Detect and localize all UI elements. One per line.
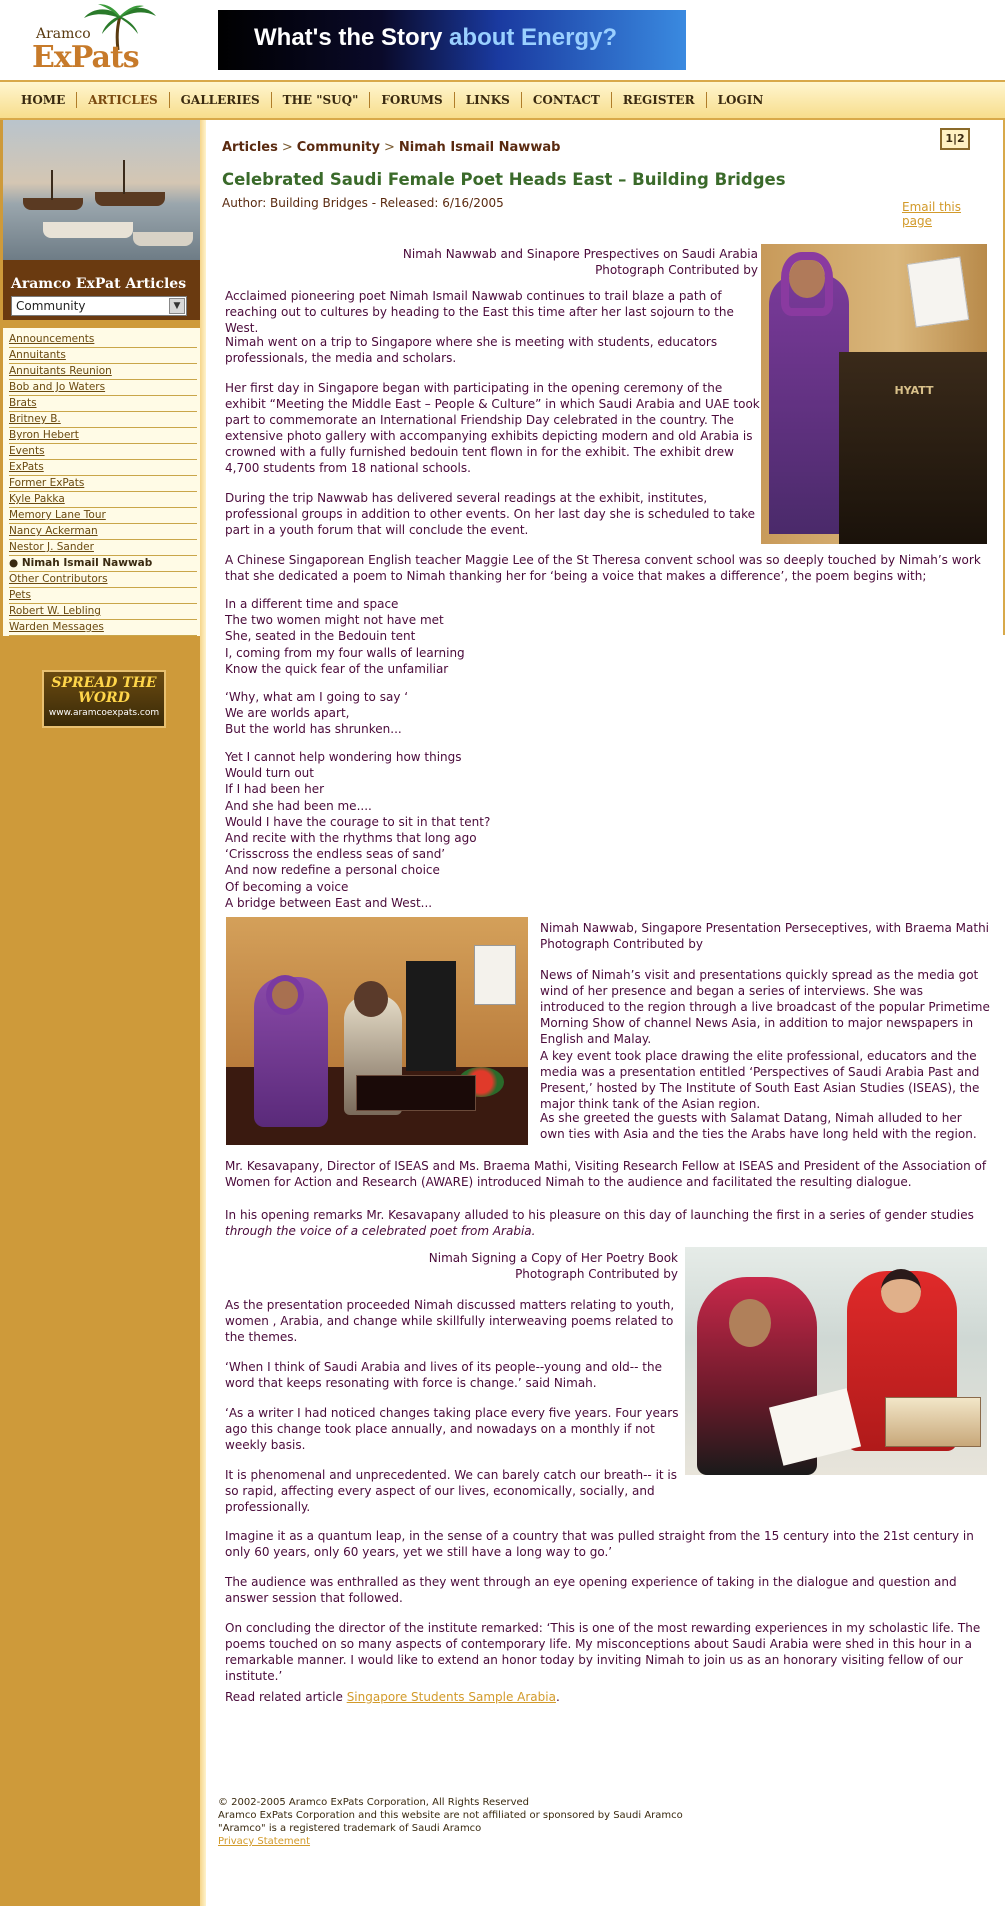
poem-line: A bridge between East and West... [225,895,433,910]
photo-presentation [226,917,528,1145]
sidebar-item-former-expats[interactable]: Former ExPats [9,476,197,492]
photo3-caption-title: Nimah Signing a Copy of Her Poetry Book [428,1251,678,1265]
article-paragraph: Imagine it as a quantum leap, in the sense of a country that was pulled straight from the 15 century into the 21st century in only 60 years, only 60 years, yet we still have a long way to go.’ [225,1529,974,1559]
logo-text-expats: ExPats [32,40,139,75]
poem-line: We are worlds apart, [225,706,350,721]
breadcrumb-sep: > [383,140,395,155]
sidebar-item-nimah-nawwab[interactable]: ● Nimah Ismail Nawwab [9,556,197,572]
site-logo[interactable] [30,4,170,76]
category-select[interactable] [11,296,187,316]
nav-galleries[interactable]: GALLERIES [170,92,272,108]
email-page-link[interactable]: Email this page [902,200,962,228]
article-paragraph: The audience was enthralled as they went through an eye opening experience of taking in the dialogue and question and answer session that followed. [225,1575,957,1605]
article-paragraph: During the trip Nawwab has delivered several readings at the exhibit, institutes, professional groups in addition to other events. On her last day she is scheduled to take part in a youth forum that will conclude the event. [225,491,756,537]
photo2-caption [540,920,990,952]
photo1-caption-credit: Photograph Contributed by [595,263,758,277]
nav-links[interactable]: LINKS [455,92,522,108]
photo2-caption-title: Nimah Nawwab, Singapore Presentation Perseceptives, with Braema Mathi [540,921,990,935]
poem-line: If I had been her [225,782,325,797]
nav-register[interactable]: REGISTER [612,92,707,108]
breadcrumb-current: Nimah Ismail Nawwab [398,140,561,155]
related-prefix: Read related article [225,1690,347,1704]
poem-line: And she had been me.... [225,798,372,813]
paragraph-italic-text: through the voice of a celebrated poet from Arabia. [225,1224,536,1238]
related-suffix: . [555,1690,560,1704]
sidebar-edge [200,120,206,1906]
photo1-caption-title: Nimah Nawwab and Sinapore Prespectives on Saudi Arabia [402,247,758,261]
sidebar-item-annuitants-reunion[interactable]: Annuitants Reunion [9,364,197,380]
sidebar-item-britney[interactable]: Britney B. [9,412,197,428]
sidebar-item-nancy-ackerman[interactable]: Nancy Ackerman [9,524,197,540]
photo-podium [761,244,987,544]
poem-line: And now redefine a personal choice [225,863,440,878]
main-nav [0,80,1005,120]
article-paragraph: News of Nimah’s visit and presentations quickly spread as the media got wind of her presence and began a series of interviews. She was introduced to the region through a live broadcast of the popular Primetime Morning Show of channel News Asia, in addition to major newspapers in English and Malay. [540,968,990,1046]
nav-articles[interactable]: ARTICLES [77,92,169,108]
sidebar-item-robert-lebling[interactable]: Robert W. Lebling [9,604,197,620]
banner-ad[interactable] [218,10,686,70]
poem-line: And recite with the rhythms that long ago [225,831,477,846]
sidebar-item-nestor-sander[interactable]: Nestor J. Sander [9,540,197,556]
poem-line: The two women might not have met [225,613,444,628]
sidebar-item-expats[interactable]: ExPats [9,460,197,476]
banner-text-a: What's the Story [254,24,443,51]
poem-line: But the world has shrunken... [225,722,402,737]
article-paragraph: A Chinese Singaporean English teacher Maggie Lee of the St Theresa convent school was so deeply touched by Nimah’s work that she dedicated a poem to Nimah thanking her for ‘being a voice that makes a difference’, the poem begins with; [225,553,981,583]
harbor-image [3,120,200,260]
article-paragraph: ‘When I think of Saudi Arabia and lives of its people--young and old-- the word that keeps resonating with force is change.’ said Nimah. [225,1360,662,1390]
footer-trademark: "Aramco" is a registered trademark of Saudi Aramco [218,1823,482,1834]
logo-text-aramco: Aramco [36,26,91,42]
article-paragraph: A key event took place drawing the elite professional, educators and the media was a presentation entitled ‘Perspectives of Saudi Arabia Past and Present,’ hosted by The Institute of South East Asian Studies (ISEAS), the major think tank of the Asian region. [540,1049,980,1111]
spread-line2: WORD [78,690,130,706]
article-paragraph: Her first day in Singapore began with participating in the opening ceremony of the exhibit “Meeting the Middle East – People & Culture” in which Saudi Arabia and UAE took part to commemorate an International Friendship Day celebrated in the country. The extensive photo gallery with accompanying exhibits depicting modern and old Arabia is crowned with a fully furnished bedouin tent flown in for the exhibit. The exhibit drew 4,700 students from 18 national schools. [225,381,760,475]
article-paragraph: On concluding the director of the institute remarked: ‘This is one of the most rewarding experiences in my scholastic life. The poems touched on so many aspects of contemporary life. My misconceptions about Saudi Arabia were shed in this hour in a remarkable manner. I would like to extend an honor today by inviting Nimah to join us as an honorary visiting fellow of our institute.’ [225,1621,981,1683]
poem-line: I, coming from my four walls of learning [225,645,465,660]
nav-home[interactable]: HOME [10,92,77,108]
photo3-caption [318,1250,678,1282]
sidebar-item-brats[interactable]: Brats [9,396,197,412]
poem-line: Of becoming a voice [225,879,349,894]
breadcrumb-articles[interactable]: Articles [222,140,278,155]
article-paragraph: It is phenomenal and unprecedented. We can barely catch our breath-- it is so rapid, affecting every aspect of our lives, economically, socially, and professionally. [225,1468,678,1514]
nav-login[interactable]: LOGIN [717,93,764,107]
privacy-statement-link[interactable]: Privacy Statement [218,1836,311,1847]
nav-forums[interactable]: FORUMS [370,92,454,108]
banner-text-b: about Energy? [442,24,618,51]
sidebar-item-annuitants[interactable]: Annuitants [9,348,197,364]
sidebar-item-pets[interactable]: Pets [9,588,197,604]
sidebar-title-box [3,260,200,320]
sidebar-item-other-contributors[interactable]: Other Contributors [9,572,197,588]
footer-copyright: © 2002-2005 Aramco ExPats Corporation, All Rights Reserved [218,1797,530,1808]
sidebar [0,120,204,1906]
article-paragraph [225,1207,990,1239]
related-article [225,1689,990,1705]
hyatt-sign-text: HYATT [894,384,934,397]
article-paragraph: As she greeted the guests with Salamat Datang, Nimah alluded to her own ties with Asia and the ties the Arabs have long held with the region. [540,1111,977,1141]
breadcrumb-sep: > [281,140,293,155]
article-paragraph: As the presentation proceeded Nimah discussed matters relating to youth, women , Arabia, and change while skillfully interweaving poems related to the themes. [225,1298,675,1344]
sidebar-item-announcements[interactable]: Announcements [9,332,197,348]
article-author: Author: Building Bridges - Released: 6/16/2005 [222,196,504,210]
sidebar-item-bob-jo-waters[interactable]: Bob and Jo Waters [9,380,197,396]
breadcrumb [222,140,560,155]
poem-line: Would turn out [225,766,314,781]
sidebar-item-events[interactable]: Events [9,444,197,460]
spread-the-word-badge[interactable] [42,670,166,728]
photo-book-signing [685,1247,987,1475]
breadcrumb-community[interactable]: Community [296,140,380,155]
poem-line: ‘Why, what am I going to say ‘ [225,690,409,704]
poem-line: Yet I cannot help wondering how things [225,750,462,764]
article-paragraph: Mr. Kesavapany, Director of ISEAS and Ms. Braema Mathi, Visiting Research Fellow at ISEAS and President of the Association of Women for Action and Research (AWARE) introduced Nimah to the audience and facilitated the resulting dialogue. [225,1159,987,1189]
site-footer [218,1796,683,1848]
poem-line: Would I have the courage to sit in that tent? [225,814,491,829]
related-article-link[interactable]: Singapore Students Sample Arabia [346,1690,556,1704]
poem-stanza-2 [225,689,408,738]
nav-contact[interactable]: CONTACT [522,92,612,108]
photo3-caption-credit: Photograph Contributed by [515,1267,678,1281]
sidebar-list [3,328,200,636]
sidebar-item-memory-lane-tour[interactable]: Memory Lane Tour [9,508,197,524]
sidebar-item-byron-hebert[interactable]: Byron Hebert [9,428,197,444]
poem-line: ‘Crisscross the endless seas of sand’ [225,847,446,862]
poem-line: She, seated in the Bedouin tent [225,629,416,644]
spread-url: www.aramcoexpats.com [48,708,160,718]
poem-line: Know the quick fear of the unfamiliar [225,661,449,676]
poem-stanza-3 [225,749,490,911]
sidebar-item-warden-messages[interactable]: Warden Messages [9,620,197,636]
photo2-caption-credit: Photograph Contributed by [540,937,703,951]
sidebar-title: Aramco ExPat Articles [11,276,187,292]
category-select-value: Community [16,299,86,313]
article-title: Celebrated Saudi Female Poet Heads East – Building Bridges [222,170,786,189]
paragraph-text: In his opening remarks Mr. Kesavapany alluded to his pleasure on this day of launching the first in a series of gender studies [225,1208,974,1222]
article-paragraph: Acclaimed pioneering poet Nimah Ismail Nawwab continues to trail blaze a path of reaching out to cultures by heading to the East this time after her last sojourn to the West. [225,289,734,335]
article-paragraph: ‘As a writer I had noticed changes taking place every five years. Four years ago this change took place annually, and nowadays on a monthly if not weekly basis. [225,1406,679,1452]
site-header [0,0,1005,80]
poem-stanza-1 [225,596,465,677]
sidebar-item-kyle-pakka[interactable]: Kyle Pakka [9,492,197,508]
poem-line: In a different time and space [225,597,399,611]
photo1-caption [318,246,758,278]
chevron-down-icon[interactable]: ▼ [169,298,185,314]
spread-line1: SPREAD THE [51,675,157,691]
page-view-icon[interactable]: 1|2 [940,128,970,150]
article-paragraph: Nimah went on a trip to Singapore where she is meeting with students, educators professionals, the media and scholars. [225,335,718,365]
nav-suq[interactable]: THE "SUQ" [272,92,371,108]
footer-disclaimer: Aramco ExPats Corporation and this website are not affiliated or sponsored by Saudi Aramco [218,1810,683,1821]
